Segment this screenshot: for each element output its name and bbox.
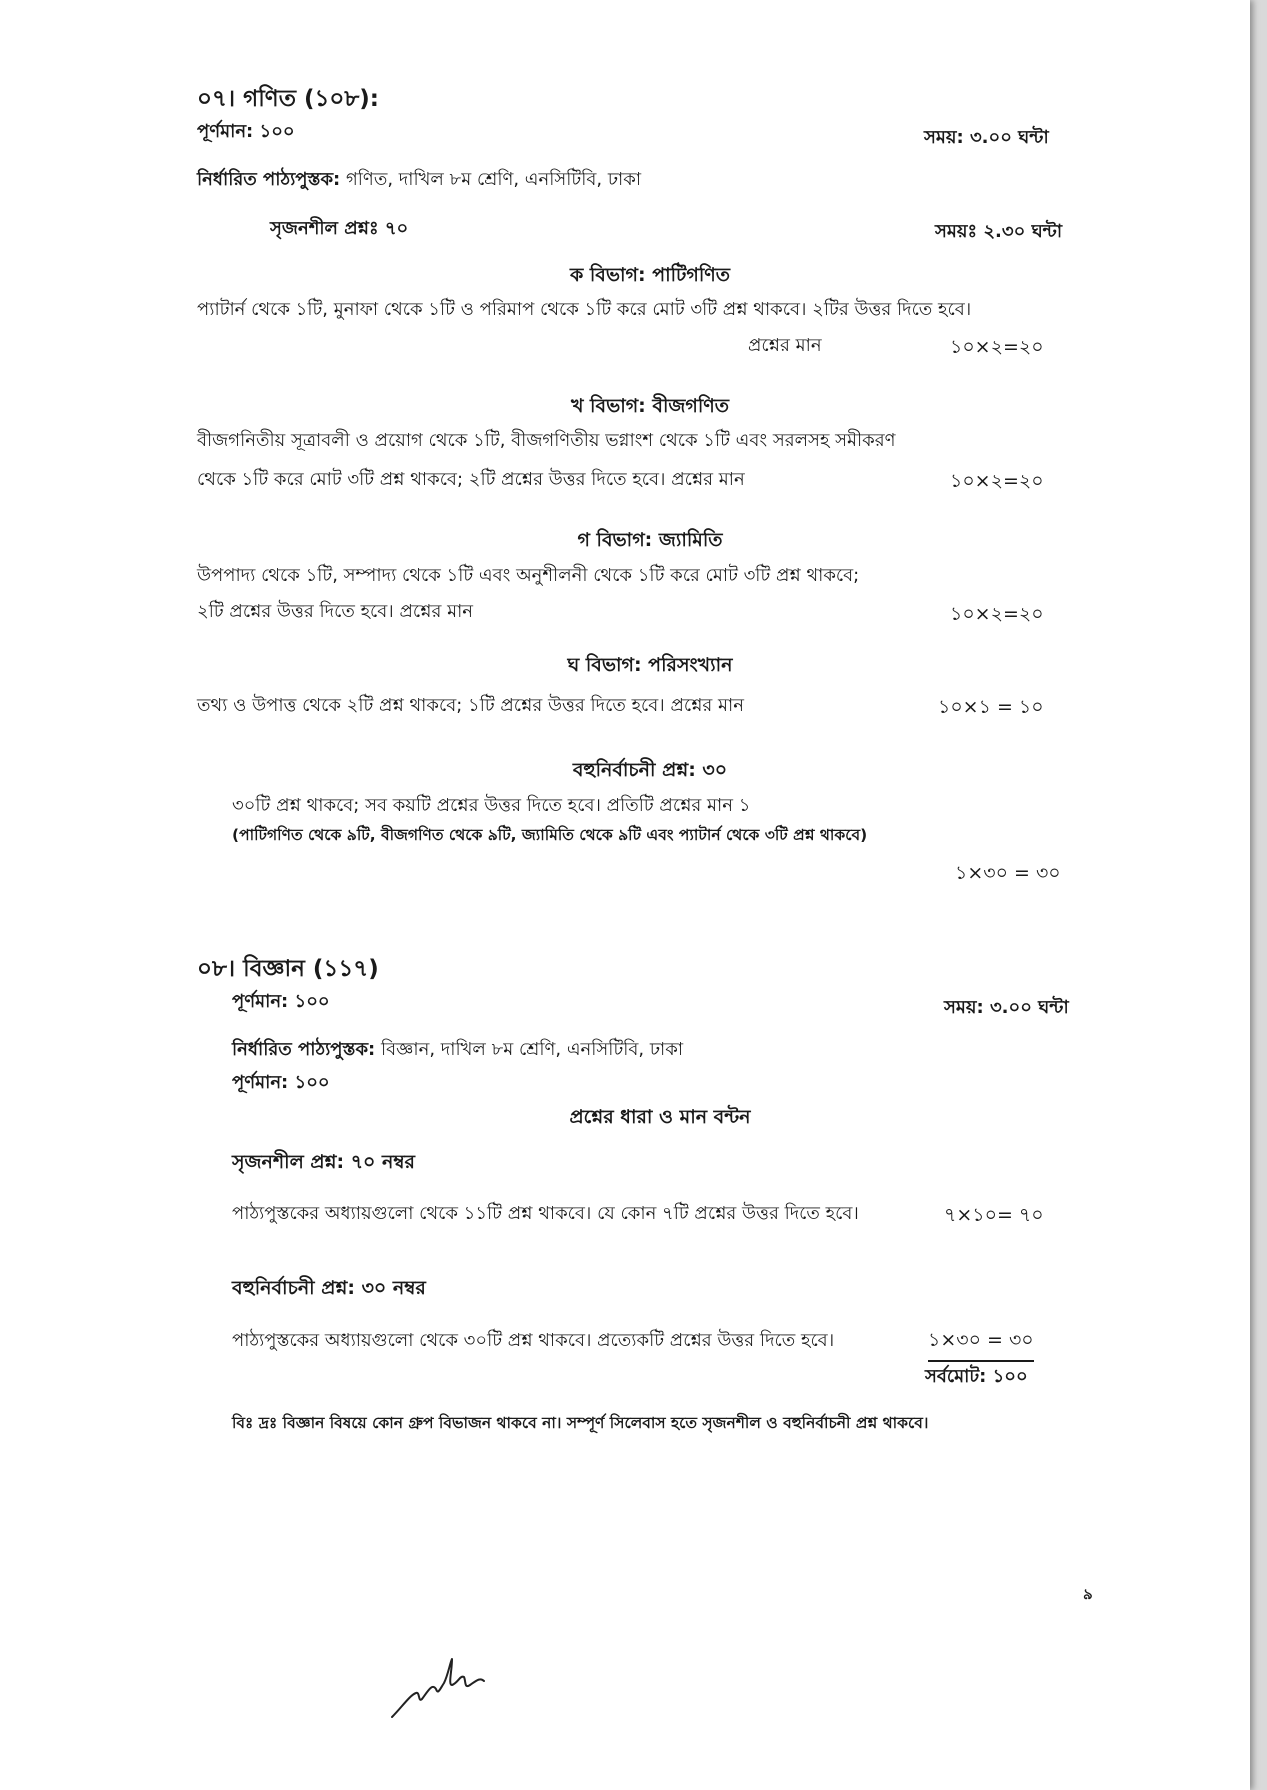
- section-8-textbook: [232, 1035, 683, 1066]
- textbook-value: গণিত, দাখিল ৮ম শ্রেণি, এনসিটিবি, ঢাকা: [340, 169, 642, 190]
- section-gha-heading: ঘ বিভাগ: পরিসংখ্যান: [567, 654, 733, 676]
- section-ka-value-label: প্রশ্নের মান: [748, 335, 822, 356]
- textbook-value-8: বিজ্ঞান, দাখিল ৮ম শ্রেণি, এনসিটিবি, ঢাকা: [375, 1039, 684, 1060]
- mcq-marks-8: ১×৩০ = ৩০: [928, 1326, 1034, 1362]
- mcq-text-8: পাঠ্যপুস্তকের অধ্যায়গুলো থেকে ৩০টি প্রশ্ন থাকবে। প্রত্যেকটি প্রশ্নের উত্তর দিতে হবে।: [232, 1330, 835, 1351]
- section-8-full-marks: পূর্ণমান: ১০০: [232, 991, 330, 1012]
- section-7-time: সময়: ৩.০০ ঘন্টা: [924, 127, 1049, 148]
- signature: [388, 1655, 498, 1725]
- section-ga-marks: ১০×২=২০: [950, 603, 1044, 625]
- section-kha-text-2: থেকে ১টি করে মোট ৩টি প্রশ্ন থাকবে; ২টি প্রশ্নের উত্তর দিতে হবে। প্রশ্নের মান: [197, 469, 745, 490]
- section-gha-text: তথ্য ও উপাত্ত থেকে ২টি প্রশ্ন থাকবে; ১টি প্রশ্নের উত্তর দিতে হবে। প্রশ্নের মান: [197, 695, 745, 716]
- section-kha-text-1: বীজগনিতীয় সূত্রাবলী ও প্রয়োগ থেকে ১টি, বীজগণিতীয় ভগ্নাংশ থেকে ১টি এবং সরলসহ সমীকরণ: [197, 430, 896, 451]
- creative-text-8: পাঠ্যপুস্তকের অধ্যায়গুলো থেকে ১১টি প্রশ্ন থাকবে। যে কোন ৭টি প্রশ্নের উত্তর দিতে হবে।: [232, 1203, 859, 1224]
- section-ga-text-2: ২টি প্রশ্নের উত্তর দিতে হবে। প্রশ্নের মান: [197, 601, 474, 622]
- section-8-time: সময়: ৩.০০ ঘন্টা: [944, 997, 1069, 1018]
- creative-question-count: সৃজনশীল প্রশ্নঃ ৭০: [270, 218, 409, 239]
- creative-time: সময়ঃ ২.৩০ ঘন্টা: [935, 221, 1063, 242]
- section-7-title: ০৭। গণিত (১০৮):: [197, 86, 379, 112]
- section-kha-heading: খ বিভাগ: বীজগণিত: [570, 395, 730, 417]
- creative-heading-8: সৃজনশীল প্রশ্ন: ৭০ নম্বর: [232, 1151, 415, 1173]
- section-ka-marks: ১০×২=২০: [950, 336, 1044, 358]
- textbook-label-8: নির্ধারিত পাঠ্যপুস্তক:: [232, 1039, 376, 1060]
- section-gha-marks: ১০×১ = ১০: [938, 696, 1044, 718]
- page-number: ৯: [1083, 1585, 1093, 1603]
- mcq-note: (পাটিগণিত থেকে ৯টি, বীজগণিত থেকে ৯টি, জ্যামিতি থেকে ৯টি এবং প্যাটার্ন থেকে ৩টি প্রশ্ন থাকবে): [232, 826, 868, 844]
- section-7-full-marks: পূর্ণমান: ১০০: [197, 121, 295, 142]
- section-ka-text: প্যাটার্ন থেকে ১টি, মুনাফা থেকে ১টি ও পরিমাপ থেকে ১টি করে মোট ৩টি প্রশ্ন থাকবে। ২টির উত্তর দিতে হবে।: [197, 299, 972, 320]
- footnote: বিঃ দ্রঃ বিজ্ঞান বিষয়ে কোন গ্রুপ বিভাজন থাকবে না। সম্পূর্ণ সিলেবাস হতে সৃজনশীল ও বহুনির্বাচনী প্রশ্ন থাকবে।: [232, 1414, 929, 1432]
- section-ka-heading: ক বিভাগ: পাটিগণিত: [569, 264, 731, 286]
- textbook-label: নির্ধারিত পাঠ্যপুস্তক:: [197, 169, 341, 190]
- mcq-marks: ১×৩০ = ৩০: [955, 862, 1061, 884]
- mcq-text: ৩০টি প্রশ্ন থাকবে; সব কয়টি প্রশ্নের উত্তর দিতে হবে। প্রতিটি প্রশ্নের মান ১: [232, 795, 751, 816]
- mcq-heading-8: বহুনির্বাচনী প্রশ্ন: ৩০ নম্বর: [232, 1277, 426, 1299]
- section-ga-text-1: উপপাদ্য থেকে ১টি, সম্পাদ্য থেকে ১টি এবং অনুশীলনী থেকে ১টি করে মোট ৩টি প্রশ্ন থাকবে;: [197, 565, 860, 586]
- section-7-textbook: [197, 165, 641, 196]
- creative-marks-8: ৭×১০= ৭০: [944, 1204, 1044, 1226]
- grand-total: সর্বমোট: ১০০: [925, 1366, 1028, 1387]
- distribution-heading: প্রশ্নের ধারা ও মান বন্টন: [569, 1106, 751, 1128]
- section-8-full-marks-2: পূর্ণমান: ১০০: [232, 1072, 330, 1093]
- mcq-heading: বহুনির্বাচনী প্রশ্ন: ৩০: [572, 759, 728, 781]
- section-ga-heading: গ বিভাগ: জ্যামিতি: [577, 529, 723, 551]
- section-kha-marks: ১০×২=২০: [950, 470, 1044, 492]
- section-8-title: ০৮। বিজ্ঞান (১১৭): [197, 956, 379, 982]
